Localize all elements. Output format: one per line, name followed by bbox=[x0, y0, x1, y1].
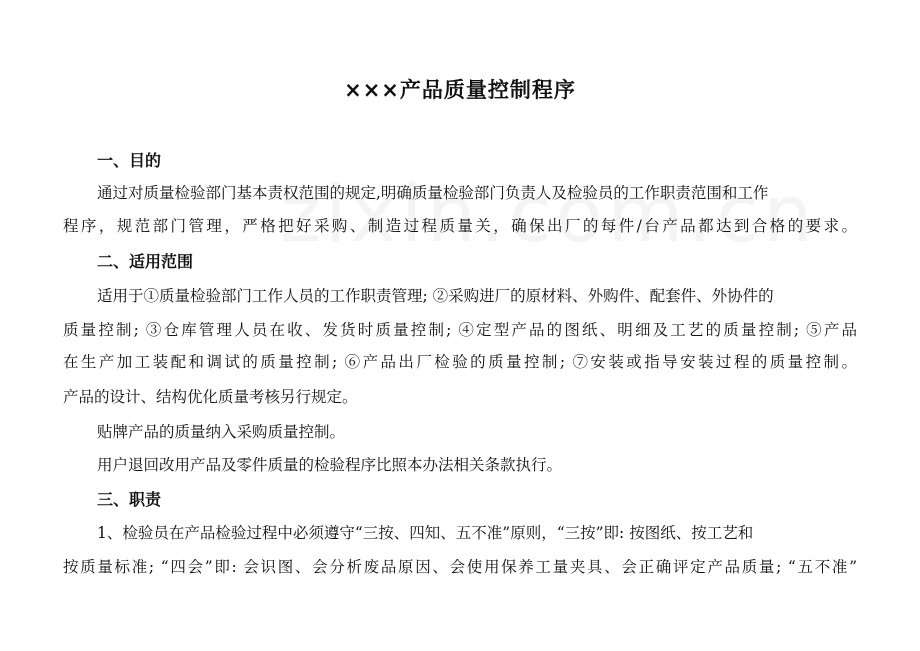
paragraph-line: 用户退回改用产品及零件质量的检验程序比照本办法相关条款执行。 bbox=[97, 456, 563, 474]
document-title: ×××产品质量控制程序 bbox=[344, 78, 576, 102]
paragraph-line: 按质量标准; “四会”即: 会识图、会分析废品原因、会使用保养工量夹具、会正确评定产品质量; “五不准” bbox=[63, 558, 857, 576]
section-heading-purpose: 一、目的 bbox=[97, 151, 162, 170]
paragraph-line: 质量控制; ③仓库管理人员在收、发货时质量控制; ④定型产品的图纸、明细及工艺的质量控制; ⑤产品 bbox=[63, 321, 857, 339]
paragraph-line: 在生产加工装配和调试的质量控制; ⑥产品出厂检验的质量控制; ⑦安装或指导安装过程的质量控制。 bbox=[63, 353, 857, 371]
paragraph-line: 程序，规范部门管理，严格把好采购、制造过程质量关，确保出厂的每件/台产品都达到合格的要求。 bbox=[63, 217, 857, 235]
paragraph-line: 贴牌产品的质量纳入采购质量控制。 bbox=[97, 423, 346, 441]
section-heading-scope: 二、适用范围 bbox=[97, 252, 194, 271]
paragraph-line: 1、检验员在产品检验过程中必须遵守“三按、四知、五不准”原则，“三按”即: 按图纸、按工艺和 bbox=[97, 524, 754, 542]
paragraph-line: 适用于①质量检验部门工作人员的工作职责管理; ②采购进厂的原材料、外购件、配套件、外协件的 bbox=[97, 287, 774, 305]
paragraph-line: 产品的设计、结构优化质量考核另行规定。 bbox=[63, 388, 358, 406]
paragraph-line: 通过对质量检验部门基本责权范围的规定,明确质量检验部门负责人及检验员的工作职责范围和工作 bbox=[97, 184, 769, 202]
section-heading-responsibilities: 三、职责 bbox=[97, 490, 162, 509]
